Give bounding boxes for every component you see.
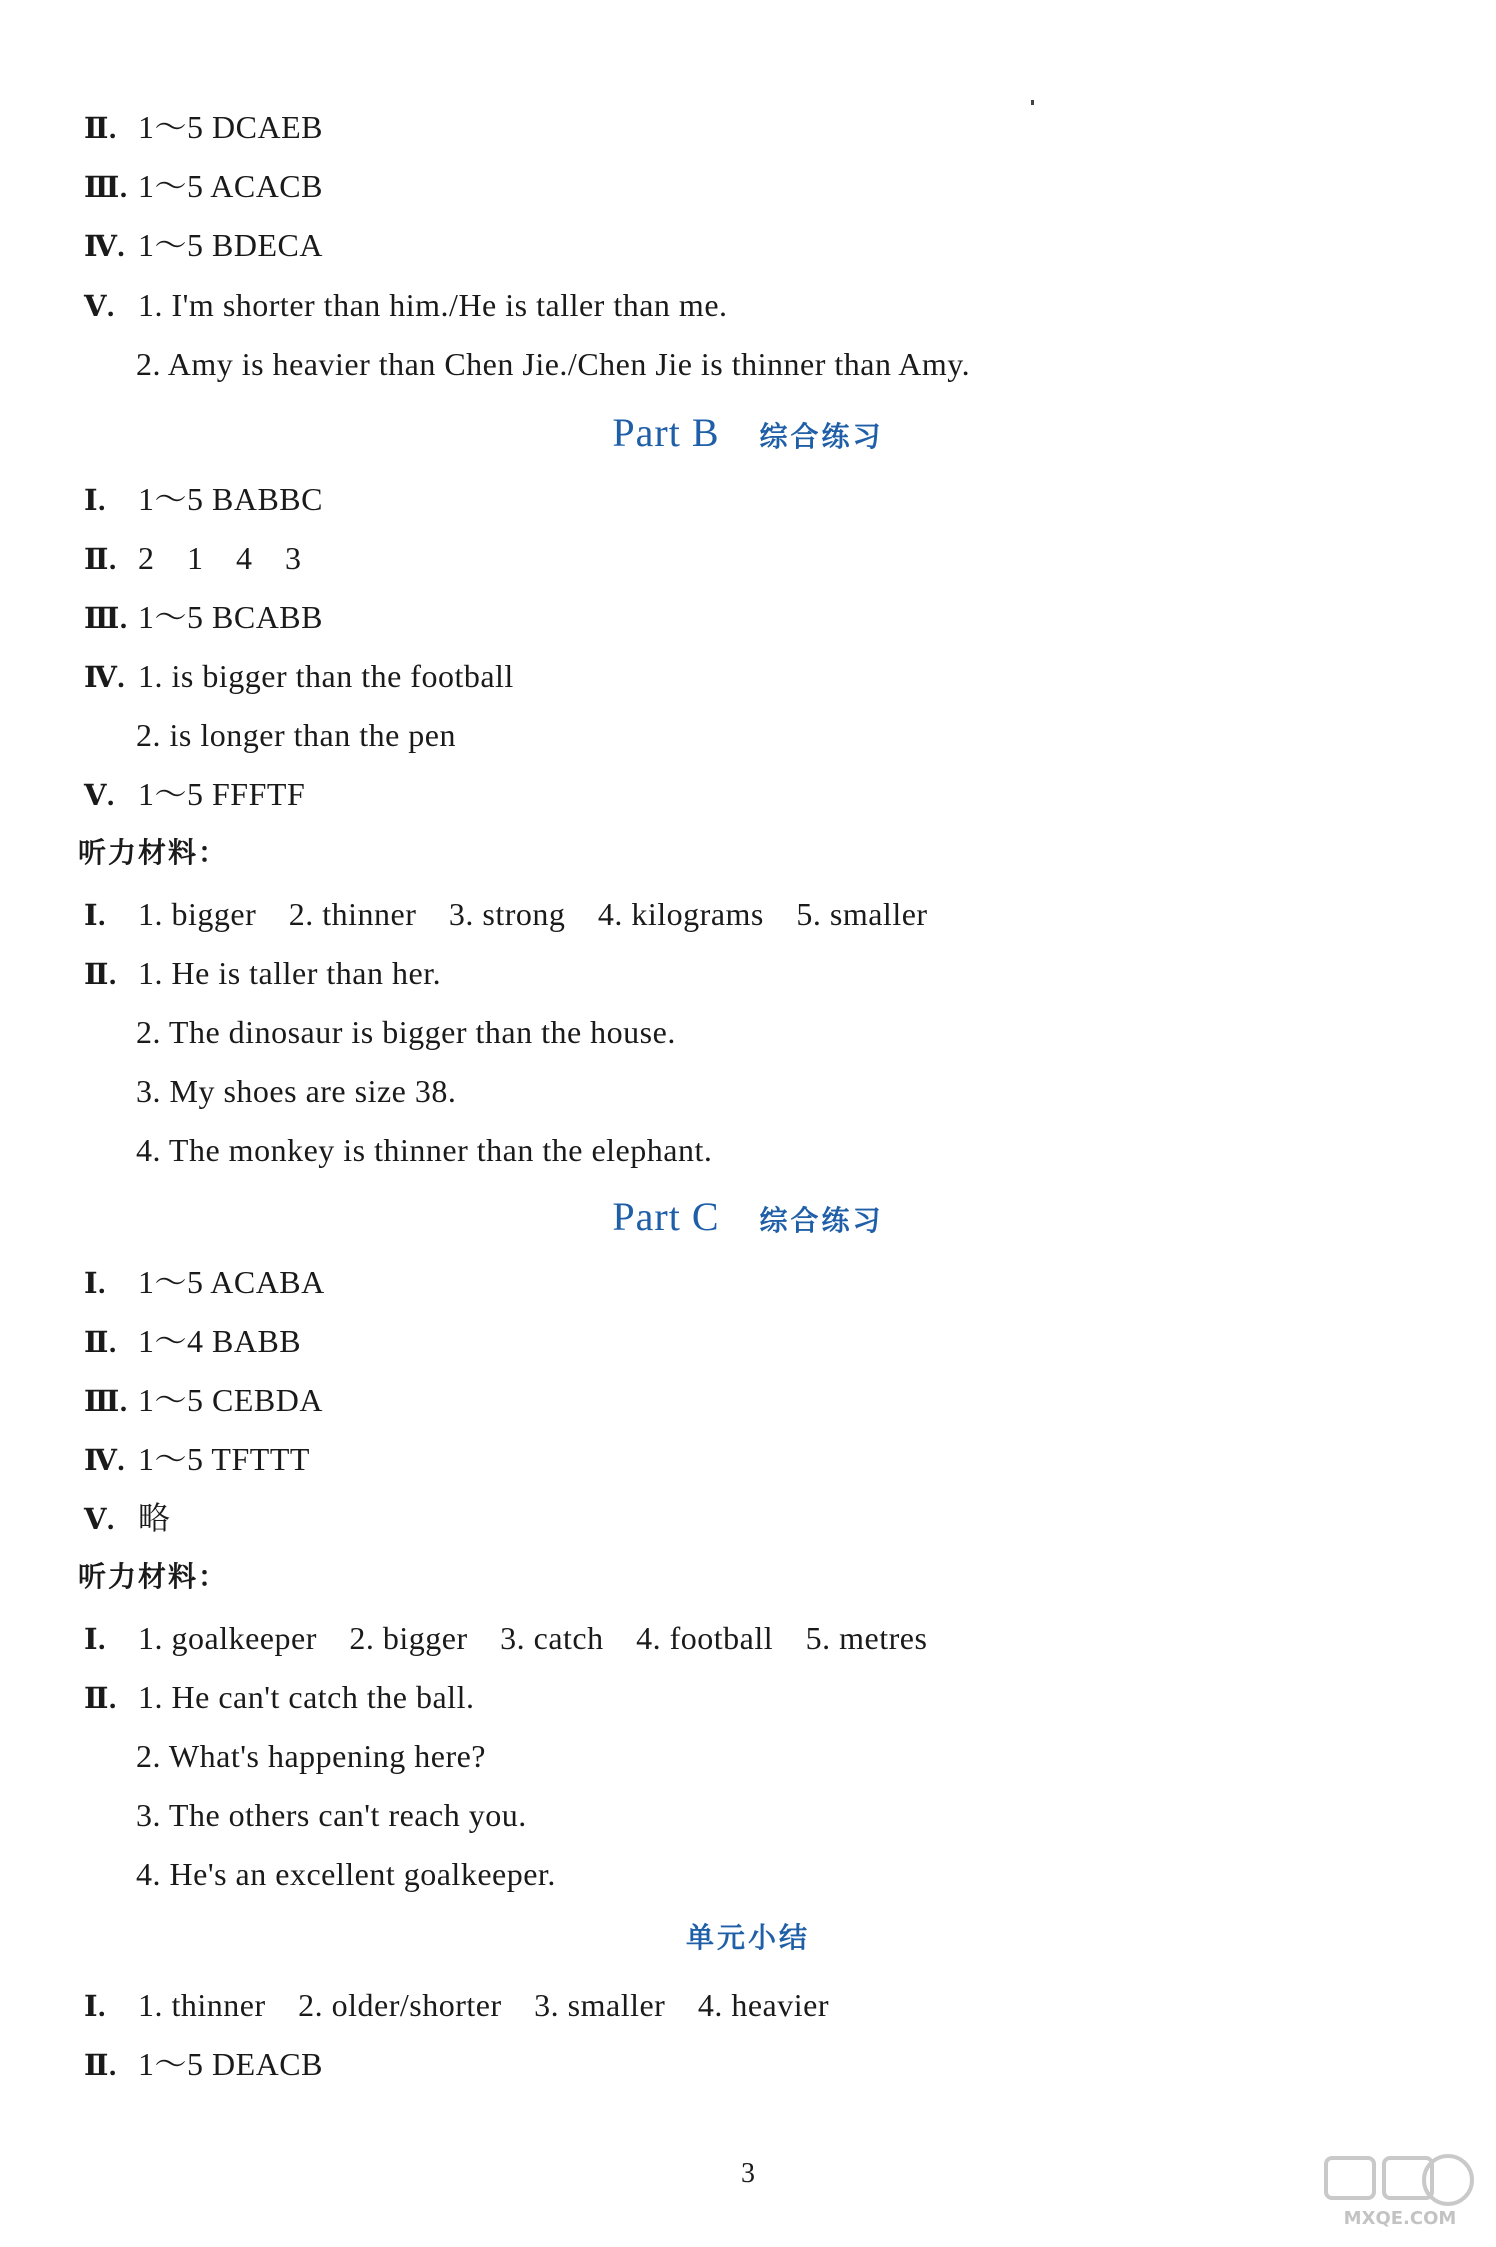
answer-text: 2. Amy is heavier than Chen Jie./Chen Jie is thinner than Amy.: [136, 346, 971, 382]
answer-line: [84, 1498, 171, 1540]
question-number: Ⅱ.: [84, 544, 117, 576]
answer-line: [136, 715, 456, 755]
answer-text: 1. bigger 2. thinner 3. strong 4. kilograms 5. smaller: [138, 896, 928, 932]
answer-text: 1～5 BABBC: [138, 481, 323, 517]
answer-line: [84, 774, 305, 816]
page-number: 3: [741, 2158, 755, 2189]
part-subtitle: 综合练习: [759, 420, 884, 453]
answer-text: 1～5 BDECA: [138, 227, 323, 263]
answer-line: [136, 1795, 527, 1835]
answer-text: 1. I'm shorter than him./He is taller than me.: [138, 287, 728, 323]
question-number: Ⅱ.: [84, 1327, 117, 1359]
answer-line: [84, 1321, 301, 1363]
answer-text: 略: [138, 1500, 171, 1536]
answer-text: 3. The others can't reach you.: [136, 1797, 527, 1833]
answer-text: 1. thinner 2. older/shorter 3. smaller 4. heavier: [138, 1987, 829, 2023]
answer-text: 2 1 4 3: [138, 540, 302, 576]
answer-text: 1. is bigger than the football: [138, 658, 514, 694]
ink-speck: [1031, 100, 1034, 105]
part-title: Part C: [612, 1194, 720, 1239]
answer-text: 1. He is taller than her.: [138, 955, 442, 991]
answer-line: [136, 1071, 456, 1111]
answer-line: [84, 1380, 323, 1422]
answer-text: 2. The dinosaur is bigger than the house.: [136, 1014, 676, 1050]
answer-line: [84, 225, 323, 267]
answer-text: 3. My shoes are size 38.: [136, 1073, 457, 1109]
answer-text: 1～5 CEBDA: [138, 1382, 323, 1418]
answer-line: [136, 1012, 676, 1052]
question-number: Ⅰ.: [84, 1624, 106, 1656]
question-number: Ⅳ.: [84, 662, 126, 694]
question-number: Ⅰ.: [84, 1268, 106, 1300]
answer-text: 1～5 DEACB: [138, 2046, 323, 2082]
part-b-heading: [0, 408, 1496, 467]
unit-summary-heading: [0, 1913, 1496, 1968]
answer-line: [84, 597, 323, 639]
part-c-heading: [0, 1192, 1496, 1251]
question-number: Ⅲ.: [84, 172, 128, 204]
answer-text: 1～5 TFTTT: [138, 1441, 310, 1477]
question-number: Ⅰ.: [84, 1991, 106, 2023]
answer-text: 1. He can't catch the ball.: [138, 1679, 475, 1715]
answer-line: [84, 894, 928, 936]
answer-line: [84, 1262, 325, 1304]
answer-text: 1～4 BABB: [138, 1323, 302, 1359]
answer-line: [84, 107, 323, 149]
watermark-logo: [1320, 2150, 1480, 2230]
answer-line: [84, 1985, 829, 2027]
answer-line: [136, 1854, 556, 1894]
unit-summary-title: 单元小结: [685, 1921, 810, 1954]
answer-text: 4. The monkey is thinner than the elephant.: [136, 1132, 713, 1168]
answer-line: [84, 2044, 323, 2086]
answer-text: 1～5 BCABB: [138, 599, 323, 635]
answer-line: [84, 1618, 927, 1660]
answer-text: 2. is longer than the pen: [136, 717, 456, 753]
part-title: Part B: [612, 410, 720, 455]
question-number: Ⅱ.: [84, 959, 117, 991]
answer-line: [84, 166, 323, 208]
watermark-text: MXQE.COM: [1343, 2208, 1457, 2229]
question-number: Ⅲ.: [84, 603, 128, 635]
answer-line: [84, 1439, 310, 1481]
answer-text: 2. What's happening here?: [136, 1738, 486, 1774]
question-number: Ⅳ.: [84, 231, 126, 263]
answer-line: [84, 538, 302, 580]
question-number: Ⅲ.: [84, 1386, 128, 1418]
answer-text: 1～5 FFFTF: [138, 776, 306, 812]
question-number: Ⅴ.: [84, 291, 115, 323]
listening-material-heading: 听力材料：: [78, 1560, 229, 1593]
answer-line: [84, 953, 441, 995]
answer-text: 4. He's an excellent goalkeeper.: [136, 1856, 556, 1892]
question-number: Ⅱ.: [84, 113, 117, 145]
answer-line: [84, 1677, 474, 1719]
listening-material-heading: 听力材料：: [78, 836, 229, 869]
question-number: Ⅰ.: [84, 900, 106, 932]
question-number: Ⅴ.: [84, 780, 115, 812]
question-number: Ⅱ.: [84, 1683, 117, 1715]
answer-line: [136, 344, 970, 384]
question-number: Ⅱ.: [84, 2050, 117, 2082]
answer-text: 1～5 DCAEB: [138, 109, 323, 145]
answer-text: 1～5 ACACB: [138, 168, 323, 204]
answer-line: [84, 479, 323, 521]
answer-line: [136, 1130, 712, 1170]
part-subtitle: 综合练习: [759, 1204, 884, 1237]
answer-text: 1. goalkeeper 2. bigger 3. catch 4. football 5. metres: [138, 1620, 928, 1656]
question-number: Ⅳ.: [84, 1445, 126, 1477]
question-number: Ⅰ.: [84, 485, 106, 517]
answer-line: [84, 656, 514, 698]
answer-line: [136, 1736, 486, 1776]
answer-text: 1～5 ACABA: [138, 1264, 325, 1300]
question-number: Ⅴ.: [84, 1504, 115, 1536]
answer-line: [84, 285, 728, 327]
